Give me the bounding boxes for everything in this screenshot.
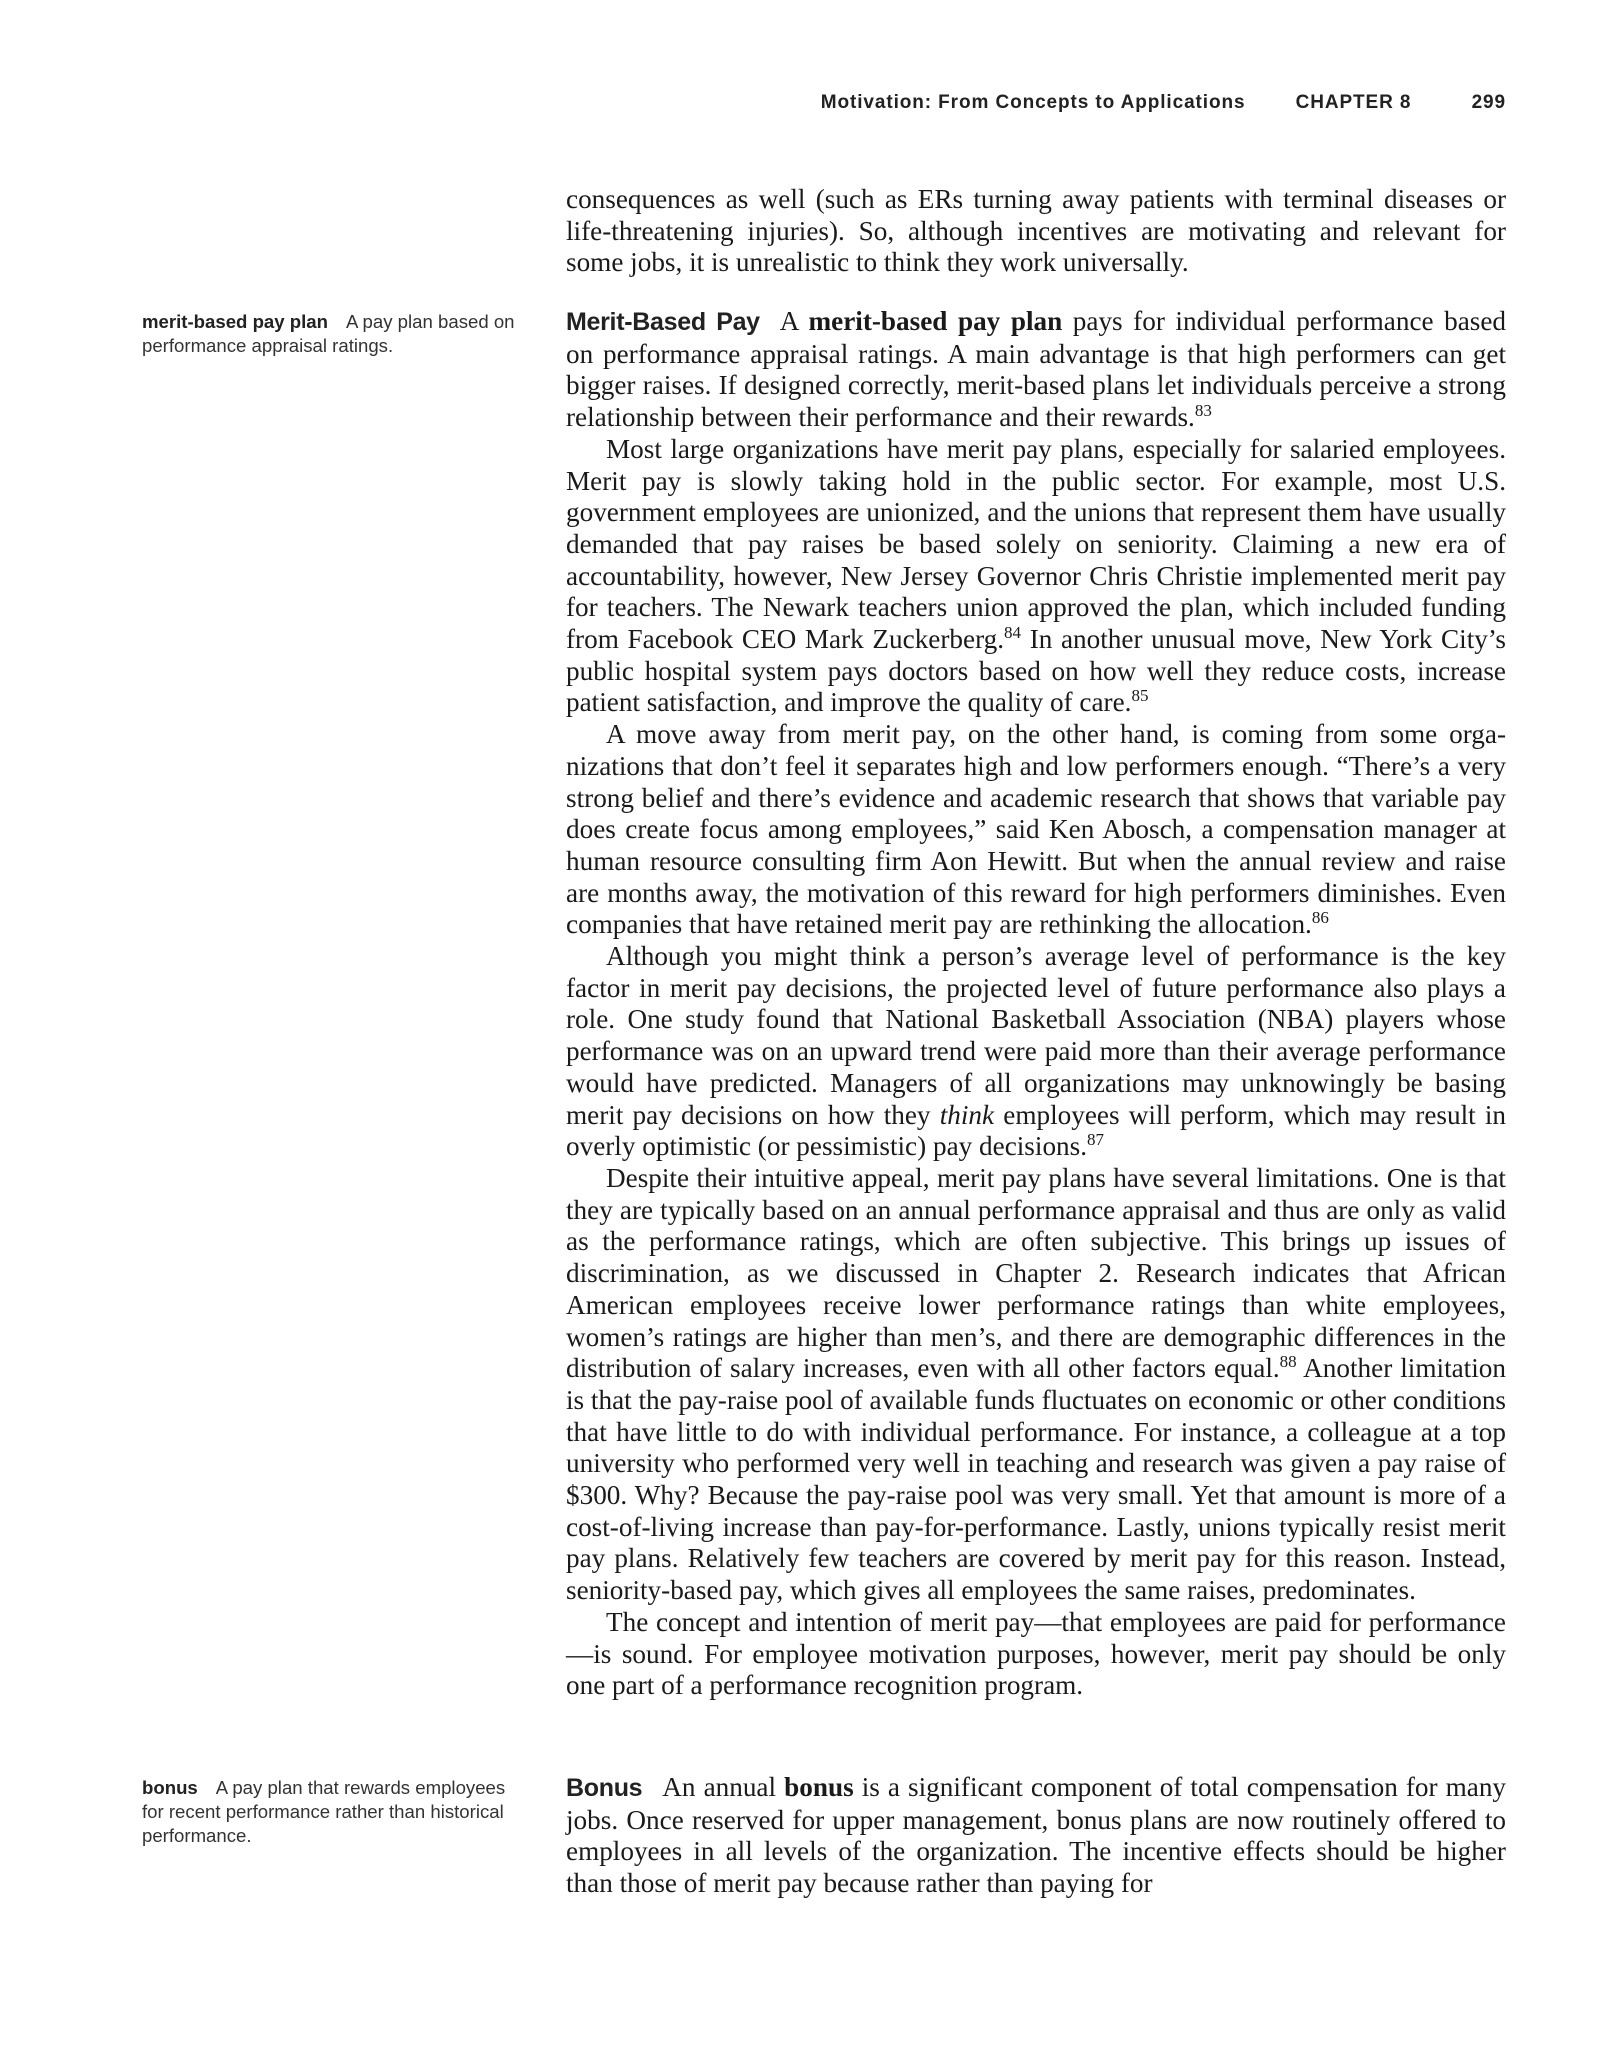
merit-paragraph-3 <box>566 719 1506 941</box>
page-number: 299 <box>1471 92 1506 113</box>
bonus-paragraph-1 <box>566 1772 1506 1900</box>
merit-p1-text: pays for individual performance based on performance appraisal ratings. A main advantage is that high performers can get bigger raises. If designed correctly, merit-based plans let individuals perceive a strong relationship between their performance and their rewards. <box>566 306 1507 433</box>
margin-definition-text: A pay plan based on performance appraisal ratings. <box>142 311 515 356</box>
margin-term: bonus <box>142 1777 198 1798</box>
endnote-ref-87: 87 <box>1087 1130 1105 1150</box>
merit-paragraph-1 <box>566 306 1506 434</box>
merit-p3-text: A move away from merit pay, on the other hand, is coming from some organizations that don’t feel it separates high and low performers enough. “There’s a very strong belief and there’s evidence and academic research that shows that variable pay does create focus among employees,” said Ken Abosch, a compensation manager at human resource consulting firm Aon Hewitt. But when the annual review and raise are months away, the motivation of this reward for high performers diminishes. Even companies that have retained merit pay are rethinking the allocation. <box>566 719 1506 940</box>
section-heading-merit-based-pay: Merit-Based Pay <box>566 308 760 336</box>
merit-paragraph-4 <box>566 941 1506 1163</box>
bonus-p1-text: is a significant component of total compensation for many jobs. Once reserved for upper management, bonus plans are now routinely offered to employees in all levels of the organization. The incentive effects should be higher than those of merit pay because rather than paying for <box>566 1772 1507 1899</box>
merit-p2a-text: Most large organizations have merit pay plans, especially for salaried employees. Merit pay is slowly taking hold in the public sector. For example, most U.S. government employees are unionized, and the unions that represent them have usually demanded that pay raises be based solely on seniority. Claiming a new era of accountability, however, New Jersey Governor Chris Christie implemented merit pay for teachers. The Newark teachers union approved the plan, which included funding from Facebook CEO Mark Zuckerberg. <box>566 433 1506 655</box>
merit-p2b-text: In another unusual move, New York City’s public hospital system pays doctors based on how well they reduce costs, increase patient satisfaction, and improve the quality of care. <box>566 624 1506 718</box>
margin-definition-text: A pay plan that rewards employees for recent performance rather than historical performance. <box>142 1777 506 1846</box>
merit-paragraph-6: The concept and intention of merit pay—that employees are paid for performance—is sound. For employee motivation purposes, however, merit pay should be only one part of a performance recognition program. <box>566 1606 1506 1701</box>
margin-term: merit-based pay plan <box>142 311 328 332</box>
running-head <box>821 92 1506 114</box>
key-term-bonus: bonus <box>784 1772 854 1802</box>
margin-definition-merit-based-pay-plan <box>142 310 520 358</box>
intro-paragraph-block <box>566 184 1506 279</box>
merit-paragraph-5 <box>566 1163 1506 1607</box>
merit-p4b-text: employees will perform, which may result in overly optimistic (or pessimistic) pay decisions. <box>566 1099 1507 1162</box>
merit-p4a-text: Although you might think a person’s average level of performance is the key factor in merit pay decisions, the projected level of future performance also plays a role. One study found that National Basketball Association (NBA) players whose performance was on an upward trend were paid more than their average performance would have predicted. Managers of all organizations may unknowingly be basing merit pay decisions on how they <box>566 941 1506 1130</box>
bonus-lead: An annual <box>662 1772 777 1802</box>
bonus-section <box>566 1772 1506 1900</box>
merit-lead: A <box>779 306 798 336</box>
merit-paragraph-2 <box>566 434 1506 719</box>
endnote-ref-83: 83 <box>1194 401 1212 421</box>
endnote-ref-84: 84 <box>1004 623 1022 643</box>
endnote-ref-88: 88 <box>1279 1352 1297 1372</box>
section-heading-bonus: Bonus <box>566 1774 643 1802</box>
emphasis-think: think <box>939 1099 995 1130</box>
intro-paragraph: consequences as well (such as ERs turning away patients with terminal diseases or life-threatening injuries). So, although incentives are motivating and relevant for some jobs, it is unrealistic to think they work universally. <box>566 184 1506 278</box>
chapter-label: CHAPTER 8 <box>1295 92 1412 113</box>
running-title: Motivation: From Concepts to Applications <box>820 92 1246 113</box>
merit-based-pay-section <box>566 306 1506 1702</box>
endnote-ref-85: 85 <box>1131 686 1149 706</box>
endnote-ref-86: 86 <box>1311 908 1329 928</box>
merit-p5b-text: Another limitation is that the pay-raise pool of available funds fluctuates on economic or other conditions that have little to do with individual performance. For instance, a colleague at a top university who performed very well in teaching and research was given a pay raise of $300. Why? Because the pay-raise pool was very small. Yet that amount is more of a cost-of-living increase than pay-for-performance. Lastly, unions typically resist merit pay plans. Relatively few teachers are covered by merit pay for this reason. Instead, seniority-based pay, which gives all employees the same raises, predominates. <box>566 1353 1506 1606</box>
key-term-merit-based-pay-plan: merit-based pay plan <box>808 306 1063 336</box>
merit-p5a-text: Despite their intuitive appeal, merit pay plans have several limitations. One is that they are typically based on an annual performance appraisal and thus are only as valid as the performance ratings, which are often subjective. This brings up issues of discrimination, as we discussed in Chapter 2. Research indicates that African American employees receive lower performance ratings than white employees, women’s ratings are higher than men’s, and there are demographic differences in the distribution of salary increases, even with all other factors equal. <box>566 1162 1506 1384</box>
margin-definition-bonus <box>142 1776 520 1848</box>
